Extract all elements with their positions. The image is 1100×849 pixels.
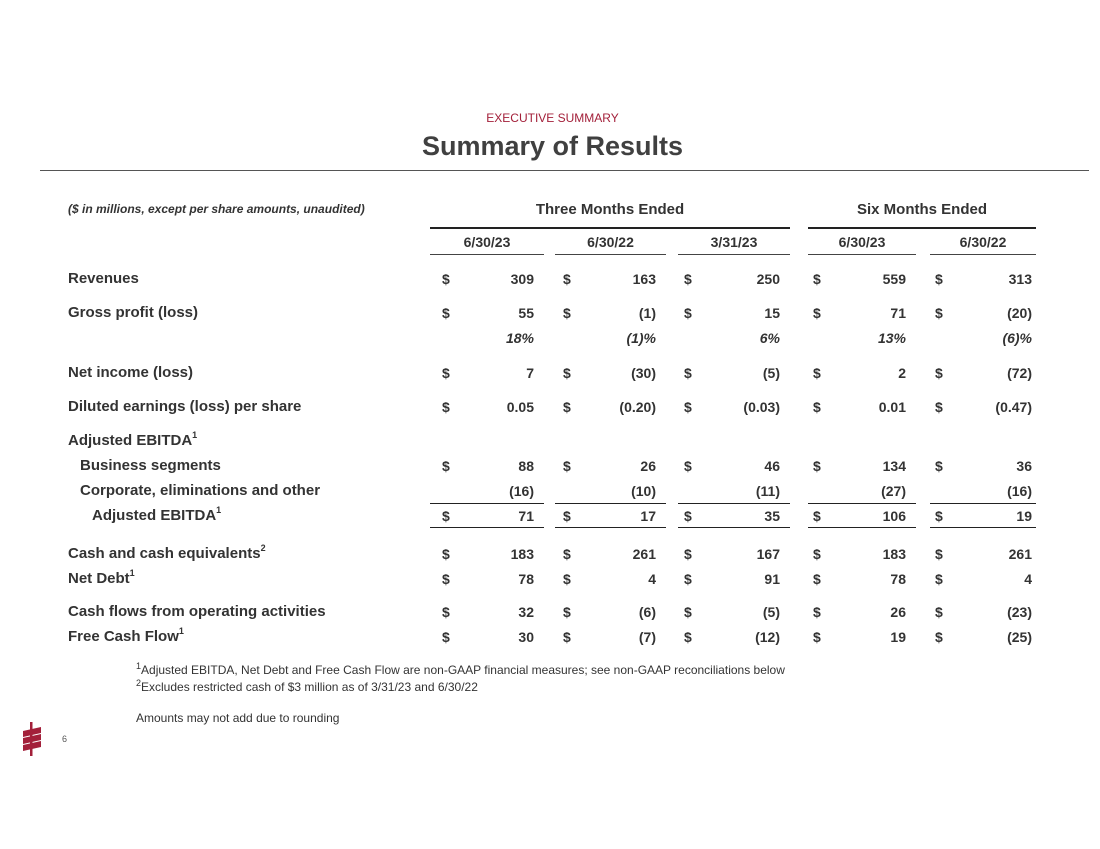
- value-cell: (23): [1007, 604, 1032, 620]
- row-label-cash: [68, 545, 266, 562]
- currency-symbol: $: [684, 271, 692, 287]
- value-cell: 26: [640, 458, 656, 474]
- currency-symbol: $: [935, 365, 943, 381]
- column-header: 6/30/23: [838, 234, 886, 250]
- value-cell: 4: [648, 571, 656, 587]
- group-rule: [808, 227, 1036, 229]
- currency-symbol: $: [563, 629, 571, 645]
- currency-symbol: $: [813, 271, 821, 287]
- value-cell: 261: [1008, 546, 1032, 562]
- footnote-text: Excludes restricted cash of $3 million as of 3/31/23 and 6/30/22: [141, 680, 478, 694]
- currency-symbol: $: [684, 546, 692, 562]
- margin-cell: 6%: [759, 330, 780, 346]
- column-header-rule: [555, 254, 666, 255]
- currency-symbol: $: [684, 571, 692, 587]
- value-cell: 71: [890, 305, 906, 321]
- row-label-text: Net income (loss): [68, 364, 194, 381]
- value-cell: (6): [638, 604, 656, 620]
- currency-symbol: $: [813, 571, 821, 587]
- margin-cell: 18%: [505, 330, 534, 346]
- currency-symbol: $: [935, 399, 943, 415]
- section-eyebrow: EXECUTIVE SUMMARY: [486, 111, 619, 125]
- total-rule: [555, 527, 666, 528]
- currency-symbol: $: [935, 305, 943, 321]
- row-label-text: Adjusted EBITDA: [92, 507, 217, 524]
- title-divider: [40, 170, 1089, 171]
- value-cell: (25): [1007, 629, 1032, 645]
- subtotal-rule: [678, 503, 790, 504]
- value-cell: 313: [1008, 271, 1032, 287]
- value-cell: 19: [1016, 508, 1032, 524]
- currency-symbol: $: [563, 571, 571, 587]
- currency-symbol: $: [442, 604, 450, 620]
- currency-symbol: $: [813, 604, 821, 620]
- value-cell: (0.47): [995, 399, 1032, 415]
- group-header-six-months: Six Months Ended: [856, 201, 987, 218]
- value-cell: 7: [526, 365, 534, 381]
- column-header: 3/31/23: [710, 234, 758, 250]
- currency-symbol: $: [935, 546, 943, 562]
- value-cell: (10): [631, 483, 656, 499]
- currency-symbol: $: [563, 508, 571, 524]
- total-rule: [678, 527, 790, 528]
- footnote-marker: 1: [136, 661, 142, 671]
- value-cell: (1): [638, 305, 656, 321]
- currency-symbol: $: [684, 508, 692, 524]
- column-header-rule: [678, 254, 790, 255]
- total-rule: [808, 527, 916, 528]
- total-rule: [430, 527, 544, 528]
- row-label-text: Adjusted EBITDA: [68, 432, 193, 449]
- value-cell: 88: [518, 458, 534, 474]
- row-label-adj-ebitda-header: [68, 432, 197, 449]
- row-label-text: Revenues: [68, 270, 139, 287]
- value-cell: 183: [882, 546, 906, 562]
- value-cell: 106: [882, 508, 906, 524]
- currency-symbol: $: [442, 629, 450, 645]
- row-label-text: Diluted earnings (loss) per share: [68, 398, 302, 415]
- currency-symbol: $: [442, 399, 450, 415]
- value-cell: (12): [755, 629, 780, 645]
- row-label-adj-ebitda-total: [92, 507, 221, 524]
- value-cell: 91: [764, 571, 780, 587]
- row-label-text: Cash flows from operating activities: [68, 603, 326, 620]
- row-label-diluted-eps: [68, 398, 301, 415]
- row-label-free-cash-flow: [68, 628, 184, 645]
- row-label-text: Corporate, eliminations and other: [80, 482, 321, 499]
- currency-symbol: $: [563, 305, 571, 321]
- row-label-text: Free Cash Flow: [68, 628, 179, 645]
- value-cell: 17: [640, 508, 656, 524]
- value-cell: 183: [510, 546, 534, 562]
- footnote-ref: 2: [260, 543, 266, 553]
- currency-symbol: $: [935, 508, 943, 524]
- value-cell: (30): [631, 365, 656, 381]
- subtotal-rule: [555, 503, 666, 504]
- footnote-ref: 1: [192, 430, 198, 440]
- value-cell: 78: [518, 571, 534, 587]
- value-cell: 78: [890, 571, 906, 587]
- column-header: 6/30/22: [587, 234, 634, 250]
- currency-symbol: $: [442, 305, 450, 321]
- currency-symbol: $: [442, 365, 450, 381]
- row-label-text: Net Debt: [68, 570, 130, 587]
- row-label-business-segments: [80, 457, 221, 474]
- value-cell: 19: [890, 629, 906, 645]
- value-cell: 4: [1024, 571, 1032, 587]
- currency-symbol: $: [684, 399, 692, 415]
- row-label-net-income: [68, 364, 193, 381]
- value-cell: 36: [1016, 458, 1032, 474]
- row-label-cash-flows: [68, 603, 326, 620]
- currency-symbol: $: [813, 629, 821, 645]
- currency-symbol: $: [813, 399, 821, 415]
- currency-symbol: $: [442, 546, 450, 562]
- column-header: 6/30/22: [959, 234, 1007, 250]
- currency-symbol: $: [813, 546, 821, 562]
- currency-symbol: $: [684, 305, 692, 321]
- rounding-note: Amounts may not add due to rounding: [136, 711, 340, 725]
- row-label-net-debt: [68, 570, 135, 587]
- currency-symbol: $: [563, 271, 571, 287]
- value-cell: 2: [898, 365, 906, 381]
- value-cell: 167: [756, 546, 780, 562]
- currency-symbol: $: [813, 458, 821, 474]
- group-header-three-months: Three Months Ended: [535, 201, 685, 218]
- subtotal-rule: [930, 503, 1036, 504]
- subtotal-rule: [430, 503, 544, 504]
- currency-symbol: $: [442, 508, 450, 524]
- column-header-rule: [930, 254, 1036, 255]
- currency-symbol: $: [563, 546, 571, 562]
- value-cell: (16): [509, 483, 534, 499]
- currency-symbol: $: [935, 458, 943, 474]
- currency-symbol: $: [935, 604, 943, 620]
- currency-symbol: $: [563, 604, 571, 620]
- value-cell: (11): [755, 483, 780, 499]
- table-note: ($ in millions, except per share amounts, unaudited): [68, 202, 365, 216]
- currency-symbol: $: [563, 458, 571, 474]
- value-cell: 30: [518, 629, 534, 645]
- value-cell: 71: [518, 508, 534, 524]
- footnote-2: [136, 680, 478, 694]
- currency-symbol: $: [684, 458, 692, 474]
- currency-symbol: $: [684, 604, 692, 620]
- page-number: 6: [62, 734, 68, 744]
- footnote-ref: 1: [178, 626, 184, 636]
- margin-cell: (6)%: [1002, 330, 1032, 346]
- column-header-rule: [430, 254, 544, 255]
- footnote-ref: 1: [216, 505, 222, 515]
- value-cell: 261: [632, 546, 656, 562]
- row-label-text: Gross profit (loss): [68, 304, 199, 321]
- column-header: 6/30/23: [463, 234, 511, 250]
- row-label-text: Business segments: [80, 457, 221, 474]
- value-cell: (5): [762, 604, 780, 620]
- row-label-gross-profit: [68, 304, 198, 321]
- currency-symbol: $: [935, 629, 943, 645]
- value-cell: 35: [764, 508, 780, 524]
- currency-symbol: $: [684, 629, 692, 645]
- page-title: Summary of Results: [421, 131, 684, 161]
- currency-symbol: $: [442, 458, 450, 474]
- row-label-revenues: [68, 270, 139, 287]
- value-cell: 309: [510, 271, 534, 287]
- footnote-ref: 1: [129, 568, 135, 578]
- footnote-text: Adjusted EBITDA, Net Debt and Free Cash Flow are non-GAAP financial measures; see non-GAAP reconciliations below: [141, 663, 785, 677]
- value-cell: 15: [764, 305, 780, 321]
- value-cell: (5): [762, 365, 780, 381]
- margin-cell: (1)%: [626, 330, 656, 346]
- currency-symbol: $: [813, 365, 821, 381]
- value-cell: 0.05: [506, 399, 534, 415]
- value-cell: (7): [638, 629, 656, 645]
- value-cell: 250: [756, 271, 780, 287]
- margin-cell: 13%: [877, 330, 906, 346]
- currency-symbol: $: [813, 305, 821, 321]
- value-cell: 46: [764, 458, 780, 474]
- value-cell: 0.01: [878, 399, 906, 415]
- value-cell: 134: [882, 458, 906, 474]
- value-cell: (20): [1007, 305, 1032, 321]
- footnote-marker: 2: [136, 678, 142, 688]
- value-cell: (72): [1007, 365, 1032, 381]
- column-header-rule: [808, 254, 916, 255]
- value-cell: (16): [1007, 483, 1032, 499]
- currency-symbol: $: [935, 271, 943, 287]
- value-cell: 32: [518, 604, 534, 620]
- currency-symbol: $: [935, 571, 943, 587]
- currency-symbol: $: [684, 365, 692, 381]
- currency-symbol: $: [813, 508, 821, 524]
- currency-symbol: $: [442, 271, 450, 287]
- value-cell: (0.20): [619, 399, 656, 415]
- value-cell: (0.03): [743, 399, 780, 415]
- value-cell: (27): [881, 483, 906, 499]
- company-logo-icon: [20, 722, 44, 761]
- value-cell: 26: [890, 604, 906, 620]
- subtotal-rule: [808, 503, 916, 504]
- currency-symbol: $: [563, 365, 571, 381]
- currency-symbol: $: [442, 571, 450, 587]
- value-cell: 559: [882, 271, 906, 287]
- value-cell: 55: [518, 305, 534, 321]
- value-cell: 163: [632, 271, 656, 287]
- group-rule: [430, 227, 790, 229]
- row-label-text: Cash and cash equivalents: [68, 545, 261, 562]
- row-label-corporate: [80, 482, 320, 499]
- currency-symbol: $: [563, 399, 571, 415]
- total-rule: [930, 527, 1036, 528]
- footnote-1: [136, 663, 785, 677]
